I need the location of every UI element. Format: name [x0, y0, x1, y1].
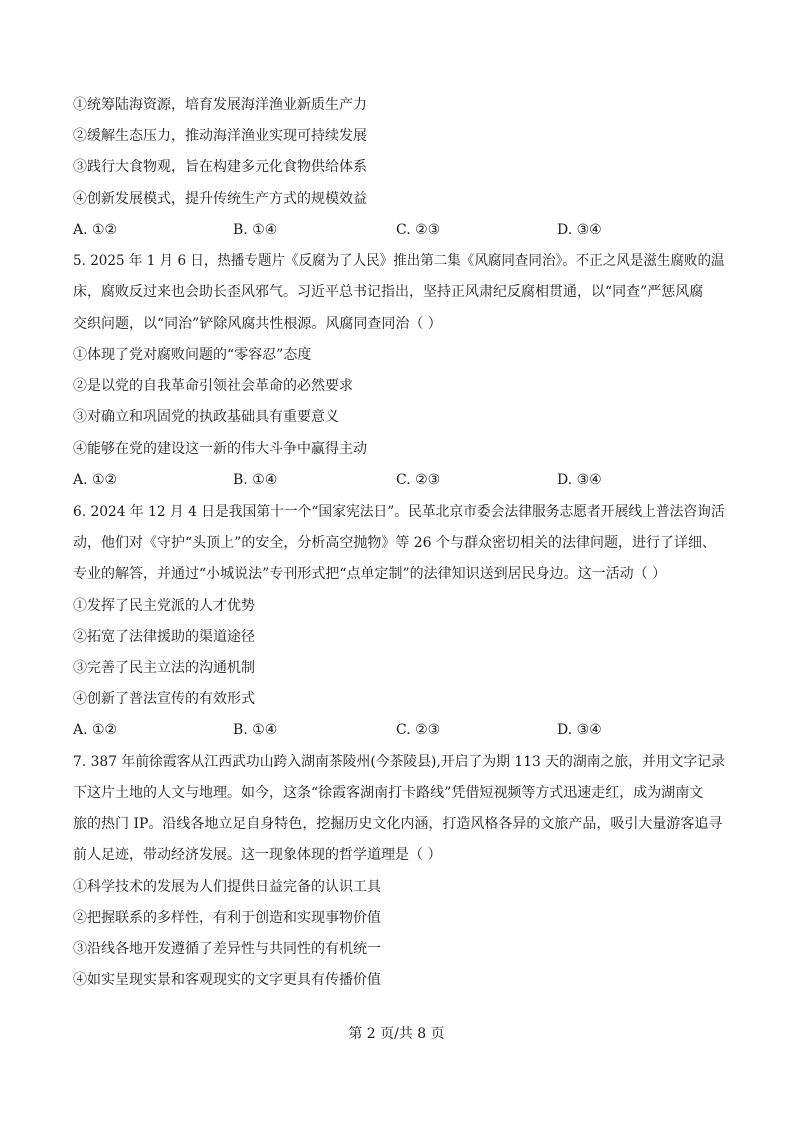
page-number: 第 2 页/共 8 页: [348, 1026, 445, 1042]
q6-stem-line-2: 动，他们对《守护“头顶上”的安全，分析高空抛物》等 26 个与群众密切相关的法律问题，进行了详细、: [73, 535, 717, 551]
q5-statement-3: ③对确立和巩固党的执政基础具有重要意义: [73, 409, 339, 425]
q6-stem-line-3: 专业的解答，并通过“小城说法”专刊形式把“点单定制”的法律知识送到居民身边。这一活动（ ）: [73, 566, 667, 582]
q6-statement-4: ④创新了普法宣传的有效形式: [73, 691, 255, 707]
q4-statement-3: ③践行大食物观，旨在构建多元化食物供给体系: [73, 159, 367, 175]
q6-statement-1: ①发挥了民主党派的人才优势: [73, 598, 255, 614]
q4-statement-1: ①统筹陆海资源，培育发展海洋渔业新质生产力: [73, 97, 367, 113]
q6-statement-2: ②拓宽了法律援助的渠道途径: [73, 629, 255, 645]
q6-option-a: A. ①②: [73, 722, 118, 738]
q5-option-d: D. ③④: [557, 472, 602, 488]
q7-stem-line-2: 下这片土地的人文与地理。如今，这条“徐霞客湖南打卡路线”凭借短视频等方式迅速走红，成为湖南文: [73, 785, 704, 801]
q4-option-c: C. ②③: [396, 222, 441, 238]
q5-stem-line-1: 5. 2025 年 1 月 6 日，热播专题片《反腐为了人民》推出第二集《风腐同查同治》。不正之风是滋生腐败的温: [73, 253, 725, 269]
q4-statement-2: ②缓解生态压力，推动海洋渔业实现可持续发展: [73, 128, 367, 144]
q5-stem-line-3: 交织问题，以“同治”铲除风腐共性根源。风腐同查同治（ ）: [73, 316, 442, 332]
q5-option-b: B. ①④: [233, 472, 278, 488]
q5-options: [73, 470, 723, 490]
q4-option-d: D. ③④: [557, 222, 602, 238]
q6-option-d: D. ③④: [557, 722, 602, 738]
q7-stem-line-1: 7. 387 年前徐霞客从江西武功山跨入湖南茶陵州(今茶陵县),开启了为期 113 天的湖南之旅，并用文字记录: [73, 754, 725, 770]
q4-option-a: A. ①②: [73, 222, 118, 238]
q4-options: [73, 220, 723, 240]
q6-option-b: B. ①④: [233, 722, 278, 738]
q5-statement-1: ①体现了党对腐败问题的“零容忍”态度: [73, 347, 312, 363]
q5-stem-line-2: 床，腐败反过来也会助长歪风邪气。习近平总书记指出，坚持正风肃纪反腐相贯通，以“同查”严惩风腐: [73, 284, 704, 300]
q7-statement-3: ③沿线各地开发遵循了差异性与共同性的有机统一: [73, 941, 381, 957]
q5-statement-2: ②是以党的自我革命引领社会革命的必然要求: [73, 378, 353, 394]
q7-statement-2: ②把握联系的多样性，有利于创造和实现事物价值: [73, 910, 381, 926]
q4-option-b: B. ①④: [233, 222, 278, 238]
q7-statement-1: ①科学技术的发展为人们提供日益完备的认识工具: [73, 879, 381, 895]
q7-statement-4: ④如实呈现实景和客观现实的文字更具有传播价值: [73, 972, 381, 988]
q5-option-c: C. ②③: [396, 472, 441, 488]
q6-stem-line-1: 6. 2024 年 12 月 4 日是我国第十一个“国家宪法日”。民革北京市委会法律服务志愿者开展线上普法咨询活: [73, 504, 725, 520]
q6-option-c: C. ②③: [396, 722, 441, 738]
q5-option-a: A. ①②: [73, 472, 118, 488]
q5-statement-4: ④能够在党的建设这一新的伟大斗争中赢得主动: [73, 441, 367, 457]
q6-statement-3: ③完善了民主立法的沟通机制: [73, 660, 255, 676]
q6-options: [73, 720, 723, 740]
q7-stem-line-4: 前人足迹，带动经济发展。这一现象体现的哲学道理是（ ）: [73, 847, 442, 863]
q7-stem-line-3: 旅的热门 IP。沿线各地立足自身特色，挖掘历史文化内涵，打造风格各异的文旅产品，吸引大量游客追寻: [73, 816, 723, 832]
q4-statement-4: ④创新发展模式，提升传统生产方式的规模效益: [73, 191, 367, 207]
